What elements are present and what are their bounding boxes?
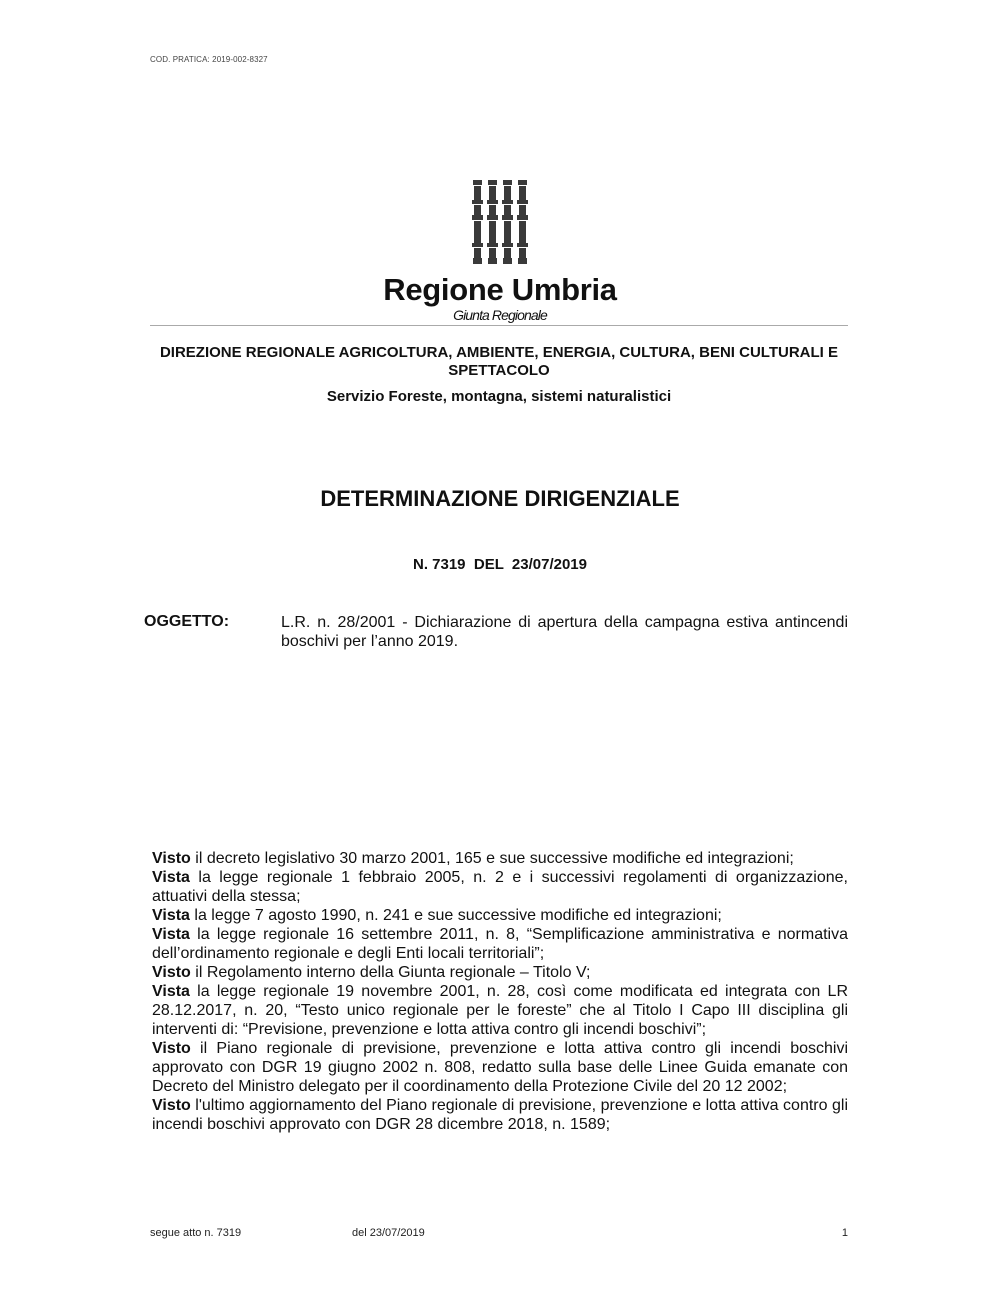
organization-name: Regione Umbria bbox=[383, 272, 617, 307]
service-title: Servizio Foreste, montagna, sistemi naturalistici bbox=[326, 388, 672, 405]
paragraph-keyword: Visto bbox=[152, 850, 191, 867]
organization-subtitle: Giunta Regionale bbox=[453, 307, 547, 323]
footer-date: del 23/07/2019 bbox=[352, 1227, 425, 1239]
paragraph-text: il decreto legislativo 30 marzo 2001, 165 e sue successive modifiche ed integrazioni; bbox=[190, 850, 794, 867]
body-paragraph bbox=[152, 982, 848, 1039]
body-paragraph bbox=[152, 925, 848, 963]
direction-title: DIREZIONE REGIONALE AGRICOLTURA, AMBIENTE, ENERGIA, CULTURA, BENI CULTURALI E SPETTACOLO bbox=[159, 344, 839, 379]
body-paragraph bbox=[152, 963, 848, 982]
subject-label: OGGETTO: bbox=[144, 613, 230, 630]
paragraph-text: la legge 7 agosto 1990, n. 241 e sue successive modifiche ed integrazioni; bbox=[189, 907, 722, 924]
body-paragraph bbox=[152, 1039, 848, 1096]
body-paragraph bbox=[152, 1096, 848, 1134]
paragraph-text: il Regolamento interno della Giunta regionale – Titolo V; bbox=[190, 964, 591, 981]
paragraph-text: il Piano regionale di previsione, prevenzione e lotta attiva contro gli incendi boschivi approvato con DGR 19 giugno 2002 n. 808, redatto sulla base delle Linee Guida emanate con Decreto del Ministro delegato per il coordinamento della Protezione Civile del 20 12 2002; bbox=[152, 1040, 848, 1095]
body-paragraph bbox=[152, 849, 848, 868]
paragraph-keyword: Visto bbox=[152, 1097, 191, 1114]
body-paragraph bbox=[152, 906, 848, 925]
document-number: N. 7319 DEL 23/07/2019 bbox=[412, 556, 587, 573]
page-number: 1 bbox=[841, 1227, 848, 1239]
cod-pratica: COD. PRATICA: 2019-002-8327 bbox=[150, 55, 268, 64]
document-body bbox=[152, 849, 848, 1134]
footer-act-reference: segue atto n. 7319 bbox=[150, 1227, 242, 1239]
paragraph-keyword: Vista bbox=[152, 926, 190, 943]
paragraph-keyword: Vista bbox=[152, 869, 190, 886]
paragraph-keyword: Vista bbox=[152, 983, 190, 1000]
paragraph-text: la legge regionale 1 febbraio 2005, n. 2 e i successivi regolamenti di organizzazione, attuativi della stessa; bbox=[152, 869, 848, 905]
subject-text: L.R. n. 28/2001 - Dichiarazione di apertura della campagna estiva antincendi boschivi per l’anno 2019. bbox=[281, 614, 848, 650]
paragraph-text: la legge regionale 19 novembre 2001, n. 28, così come modificata ed integrata con LR 28.12.2017, n. 20, “Testo unico regionale per le foreste” che al Titolo I Capo III disciplina gli interventi di: “Previsione, prevenzione e lotta attiva contro gli incendi boschivi”; bbox=[152, 983, 848, 1038]
paragraph-text: l'ultimo aggiornamento del Piano regionale di previsione, prevenzione e lotta attiva contro gli incendi boschivi approvato con DGR 28 dicembre 2018, n. 1589; bbox=[152, 1097, 848, 1133]
paragraph-text: la legge regionale 16 settembre 2011, n. 8, “Semplificazione amministrativa e normativa dell’ordinamento regionale e degli Enti locali territoriali”; bbox=[152, 926, 848, 962]
body-paragraph bbox=[152, 868, 848, 906]
header-divider bbox=[150, 325, 848, 326]
paragraph-keyword: Visto bbox=[152, 1040, 191, 1057]
paragraph-keyword: Vista bbox=[152, 907, 190, 924]
paragraph-keyword: Visto bbox=[152, 964, 191, 981]
document-type: DETERMINAZIONE DIRIGENZIALE bbox=[320, 486, 680, 511]
regione-umbria-emblem-icon bbox=[472, 180, 528, 264]
